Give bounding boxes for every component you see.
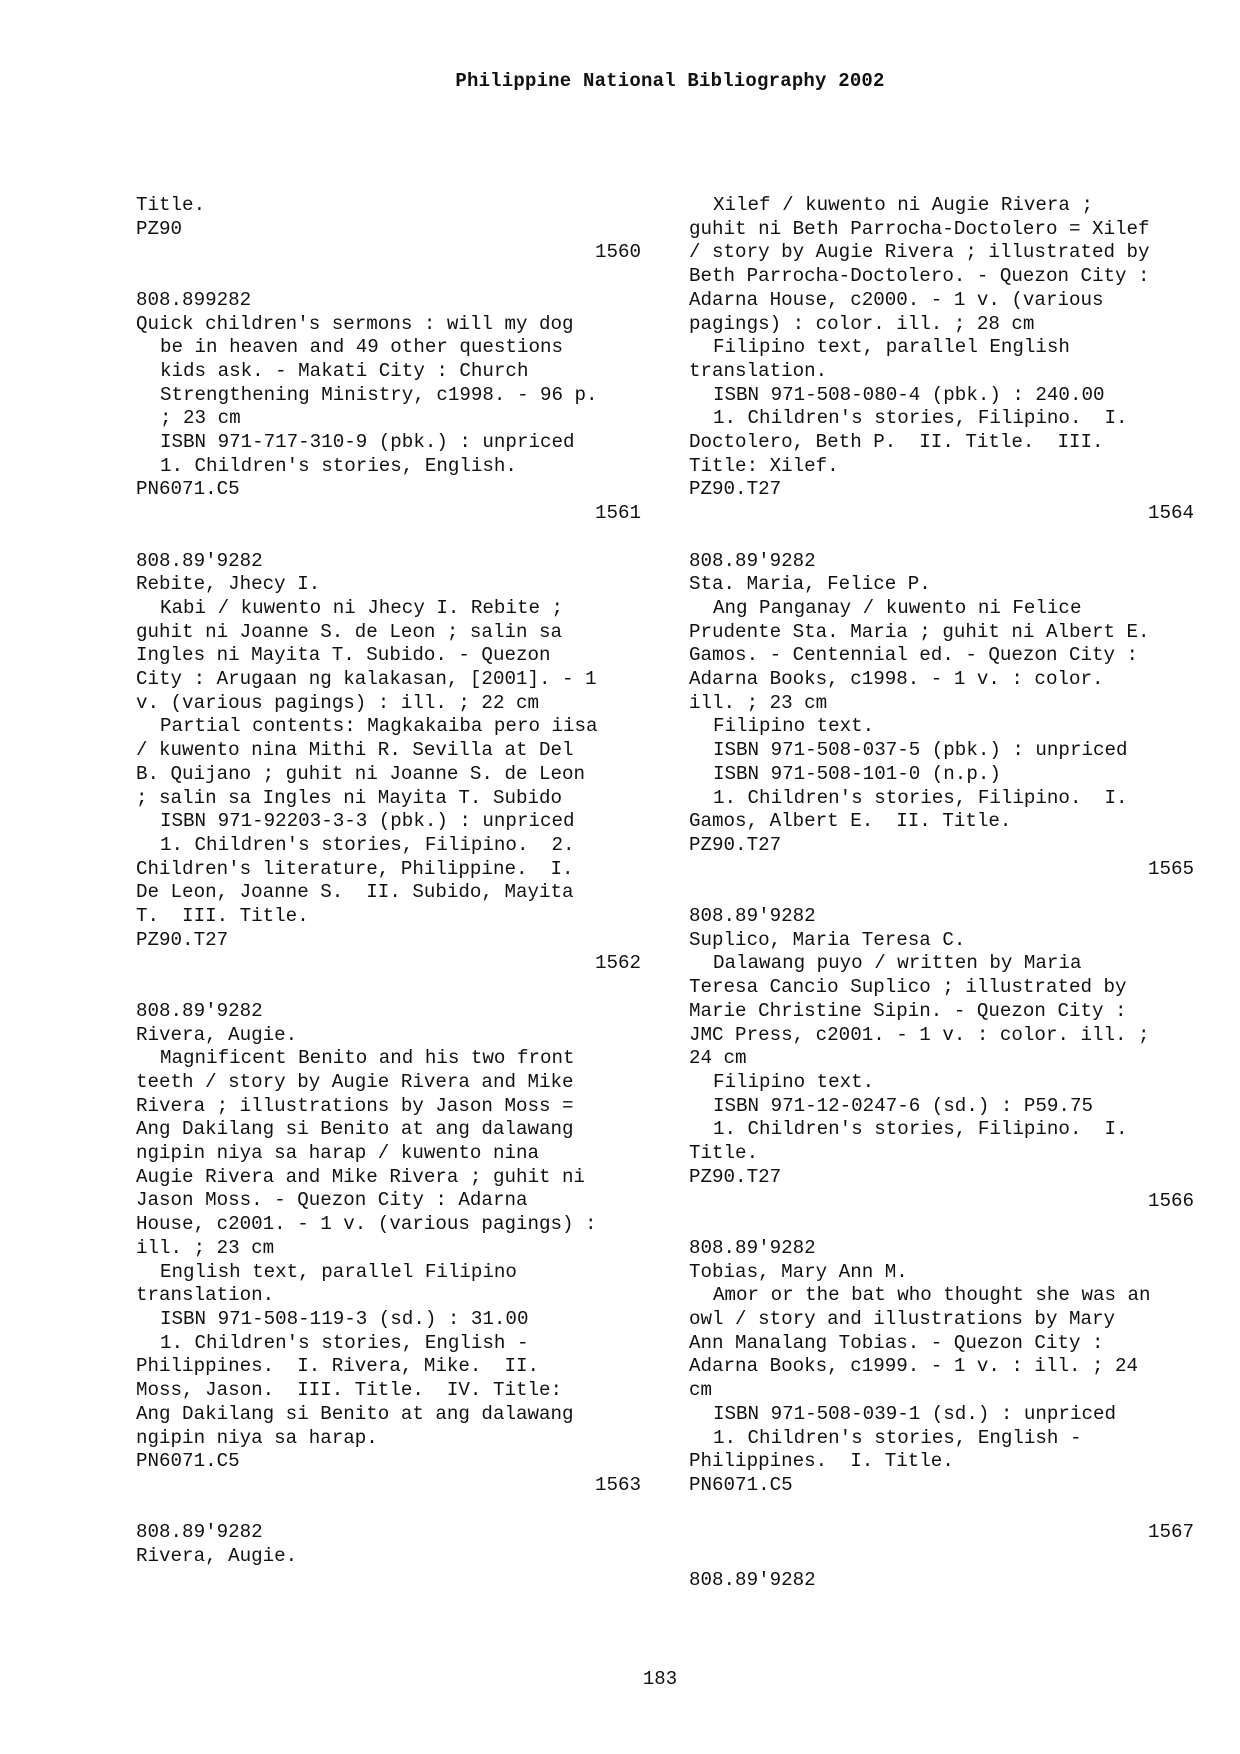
- page-number: 183: [642, 1668, 678, 1690]
- entry-line: owl / story and illustrations by Mary: [689, 1308, 1116, 1330]
- entry-number: 1561: [594, 502, 641, 525]
- entry-line: B. Quijano ; guhit ni Joanne S. de Leon: [136, 762, 586, 785]
- entry-line: 808.89'9282: [136, 1521, 263, 1544]
- bib-entry: [689, 550, 1194, 882]
- entry-line: ISBN 971-508-039-1 (sd.) : unpriced: [713, 1402, 1117, 1425]
- entry-line: Adarna House, c2000. - 1 v. (various: [689, 288, 1104, 311]
- entry-line: 808.89'9282: [689, 549, 816, 572]
- entry-line: Gamos. - Centennial ed. - Quezon City :: [689, 644, 1139, 667]
- entry-line: PN6071.C5: [136, 1450, 240, 1473]
- entry-line: Kabi / kuwento ni Jhecy I. Rebite ;: [160, 596, 564, 619]
- entry-line: Prudente Sta. Maria ; guhit ni Albert E.: [689, 620, 1150, 643]
- entry-line: Dalawang puyo / written by Maria: [713, 952, 1082, 975]
- bib-entry: [136, 550, 641, 977]
- entry-line: Augie Rivera and Mike Rivera ; guhit ni: [136, 1165, 586, 1188]
- bib-entry: [689, 905, 1194, 1213]
- entry-line: ISBN 971-92203-3-3 (pbk.) : unpriced: [160, 810, 575, 833]
- entry-number: 1560: [594, 241, 641, 264]
- bib-entry: [136, 1521, 641, 1568]
- entry-line: 1. Children's stories, Filipino. I.: [713, 1118, 1128, 1141]
- bib-entry: [689, 1569, 1194, 1593]
- entry-line: 808.89'9282: [689, 905, 816, 928]
- entry-number: 1563: [594, 1473, 641, 1496]
- entry-line: cm: [689, 1379, 713, 1402]
- entry-line: guhit ni Beth Parrocha-Doctolero = Xilef: [689, 217, 1150, 240]
- entry-number: 1565: [1147, 857, 1194, 880]
- entry-line: Adarna Books, c1998. - 1 v. : color.: [689, 668, 1104, 691]
- entry-line: 1. Children's stories, Filipino. 2.: [160, 833, 575, 856]
- entry-line: Adarna Books, c1999. - 1 v. : ill. ; 24: [689, 1355, 1139, 1378]
- entry-number: 1566: [1147, 1189, 1194, 1212]
- entry-line: 808.899282: [136, 288, 252, 311]
- entry-line: PZ90.T27: [689, 1165, 782, 1188]
- entry-line: kids ask. - Makati City : Church: [160, 359, 529, 382]
- bib-entry: [689, 194, 1194, 526]
- entry-line: v. (various pagings) : ill. ; 22 cm: [136, 691, 540, 714]
- entry-line: Title: Xilef.: [689, 454, 839, 477]
- entry-line: Suplico, Maria Teresa C.: [689, 928, 966, 951]
- entry-line: Xilef / kuwento ni Augie Rivera ;: [713, 194, 1093, 216]
- entry-line: 1. Children's stories, Filipino. I.: [713, 786, 1128, 809]
- entry-line: PZ90.T27: [136, 928, 229, 951]
- entry-line: 808.89'9282: [136, 999, 263, 1022]
- entry-line: JMC Press, c2001. - 1 v. : color. ill. ;: [689, 1023, 1150, 1046]
- entry-line: Filipino text.: [713, 715, 875, 738]
- entry-line: 1. Children's stories, Filipino. I.: [713, 407, 1128, 430]
- entry-line: Title.: [689, 1142, 759, 1165]
- entry-line: Philippines. I. Title.: [689, 1450, 954, 1473]
- entry-line: Title.: [136, 194, 206, 216]
- entry-line: PZ90.T27: [689, 478, 782, 501]
- entry-line: Strengthening Ministry, c1998. - 96 p.: [160, 383, 598, 406]
- entry-number: 1562: [594, 952, 641, 975]
- entry-line: Amor or the bat who thought she was an: [713, 1284, 1151, 1307]
- entry-line: Rebite, Jhecy I.: [136, 573, 321, 596]
- entry-line: 808.89'9282: [689, 1568, 816, 1591]
- entry-line: Ang Dakilang si Benito at ang dalawang: [136, 1118, 574, 1141]
- entry-line: ill. ; 23 cm: [689, 691, 828, 714]
- entry-line: 808.89'9282: [136, 549, 263, 572]
- entry-line: ; salin sa Ingles ni Mayita T. Subido: [136, 786, 563, 809]
- left-column: [136, 194, 641, 1592]
- entry-line: ill. ; 23 cm: [136, 1236, 275, 1259]
- entry-line: Moss, Jason. III. Title. IV. Title:: [136, 1379, 563, 1402]
- entry-line: Tobias, Mary Ann M.: [689, 1260, 908, 1283]
- entry-line: Gamos, Albert E. II. Title.: [689, 810, 1012, 833]
- entry-number: 1564: [1147, 502, 1194, 525]
- entry-line: Quick children's sermons : will my dog: [136, 312, 574, 335]
- entry-line: De Leon, Joanne S. II. Subido, Mayita: [136, 881, 574, 904]
- entry-line: ISBN 971-508-037-5 (pbk.) : unpriced: [713, 739, 1128, 762]
- entry-line: ngipin niya sa harap / kuwento nina: [136, 1142, 540, 1165]
- entry-line: Doctolero, Beth P. II. Title. III.: [689, 431, 1104, 454]
- entry-line: T. III. Title.: [136, 905, 309, 928]
- entry-line: 1. Children's stories, English -: [160, 1331, 529, 1354]
- entry-line: Ang Panganay / kuwento ni Felice: [713, 596, 1082, 619]
- entry-line: Teresa Cancio Suplico ; illustrated by: [689, 976, 1127, 999]
- bib-entry: [136, 1000, 641, 1498]
- entry-line: PN6071.C5: [136, 478, 240, 501]
- entry-line: Marie Christine Sipin. - Quezon City :: [689, 999, 1127, 1022]
- entry-line: Rivera ; illustrations by Jason Moss =: [136, 1094, 574, 1117]
- entry-line: pagings) : color. ill. ; 28 cm: [689, 312, 1035, 335]
- entry-line: Jason Moss. - Quezon City : Adarna: [136, 1189, 528, 1212]
- entry-line: / story by Augie Rivera ; illustrated by: [689, 241, 1150, 264]
- entry-line: ISBN 971-717-310-9 (pbk.) : unpriced: [160, 431, 575, 454]
- entry-line: 808.89'9282: [689, 1236, 816, 1259]
- entry-line: Children's literature, Philippine. I.: [136, 857, 574, 880]
- entry-line: ISBN 971-12-0247-6 (sd.) : P59.75: [713, 1094, 1093, 1117]
- entry-line: Filipino text.: [713, 1070, 875, 1093]
- entry-line: Magnificent Benito and his two front: [160, 1047, 575, 1070]
- entry-line: 1. Children's stories, English.: [160, 454, 517, 477]
- entry-line: English text, parallel Filipino: [160, 1260, 517, 1283]
- entry-line: ISBN 971-508-119-3 (sd.) : 31.00: [160, 1308, 529, 1330]
- entry-line: ISBN 971-508-080-4 (pbk.) : 240.00: [713, 383, 1105, 406]
- entry-line: Ann Manalang Tobias. - Quezon City :: [689, 1331, 1104, 1354]
- entry-line: [689, 1498, 1194, 1522]
- entry-line: Beth Parrocha-Doctolero. - Quezon City :: [689, 265, 1150, 288]
- entry-line: Ang Dakilang si Benito at ang dalawang: [136, 1402, 574, 1425]
- entry-line: ngipin niya sa harap.: [136, 1426, 378, 1449]
- bib-entry: [136, 194, 641, 265]
- entry-line: House, c2001. - 1 v. (various pagings) :: [136, 1213, 597, 1236]
- entry-line: guhit ni Joanne S. de Leon ; salin sa: [136, 620, 563, 643]
- entry-line: Filipino text, parallel English: [713, 336, 1070, 359]
- entry-line: translation.: [136, 1284, 275, 1307]
- entry-line: translation.: [689, 359, 828, 382]
- entry-line: Ingles ni Mayita T. Subido. - Quezon: [136, 644, 551, 667]
- entry-line: Partial contents: Magkakaiba pero iisa: [160, 715, 598, 738]
- entry-line: Rivera, Augie.: [136, 1023, 298, 1046]
- entry-line: 24 cm: [689, 1047, 747, 1070]
- entry-line: teeth / story by Augie Rivera and Mike: [136, 1070, 574, 1093]
- page-header: Philippine National Bibliography 2002: [455, 70, 885, 92]
- entry-line: Philippines. I. Rivera, Mike. II.: [136, 1355, 540, 1378]
- entry-line: PZ90.T27: [689, 833, 782, 856]
- entry-line: Sta. Maria, Felice P.: [689, 573, 931, 596]
- entry-line: be in heaven and 49 other questions: [160, 336, 564, 359]
- entry-line: Rivera, Augie.: [136, 1545, 298, 1568]
- entry-line: ISBN 971-508-101-0 (n.p.): [713, 762, 1001, 785]
- entry-number: 1567: [1147, 1521, 1194, 1544]
- entry-line: ; 23 cm: [160, 407, 241, 430]
- bib-entry: [136, 289, 641, 526]
- entry-line: City : Arugaan ng kalakasan, [2001]. - 1: [136, 668, 597, 691]
- entry-line: PN6071.C5: [689, 1473, 793, 1496]
- entry-line: PZ90: [136, 217, 183, 240]
- entry-line: 1. Children's stories, English -: [713, 1426, 1082, 1449]
- bib-entry: [689, 1237, 1194, 1545]
- right-column: [689, 194, 1194, 1616]
- entry-line: / kuwento nina Mithi R. Sevilla at Del: [136, 739, 574, 762]
